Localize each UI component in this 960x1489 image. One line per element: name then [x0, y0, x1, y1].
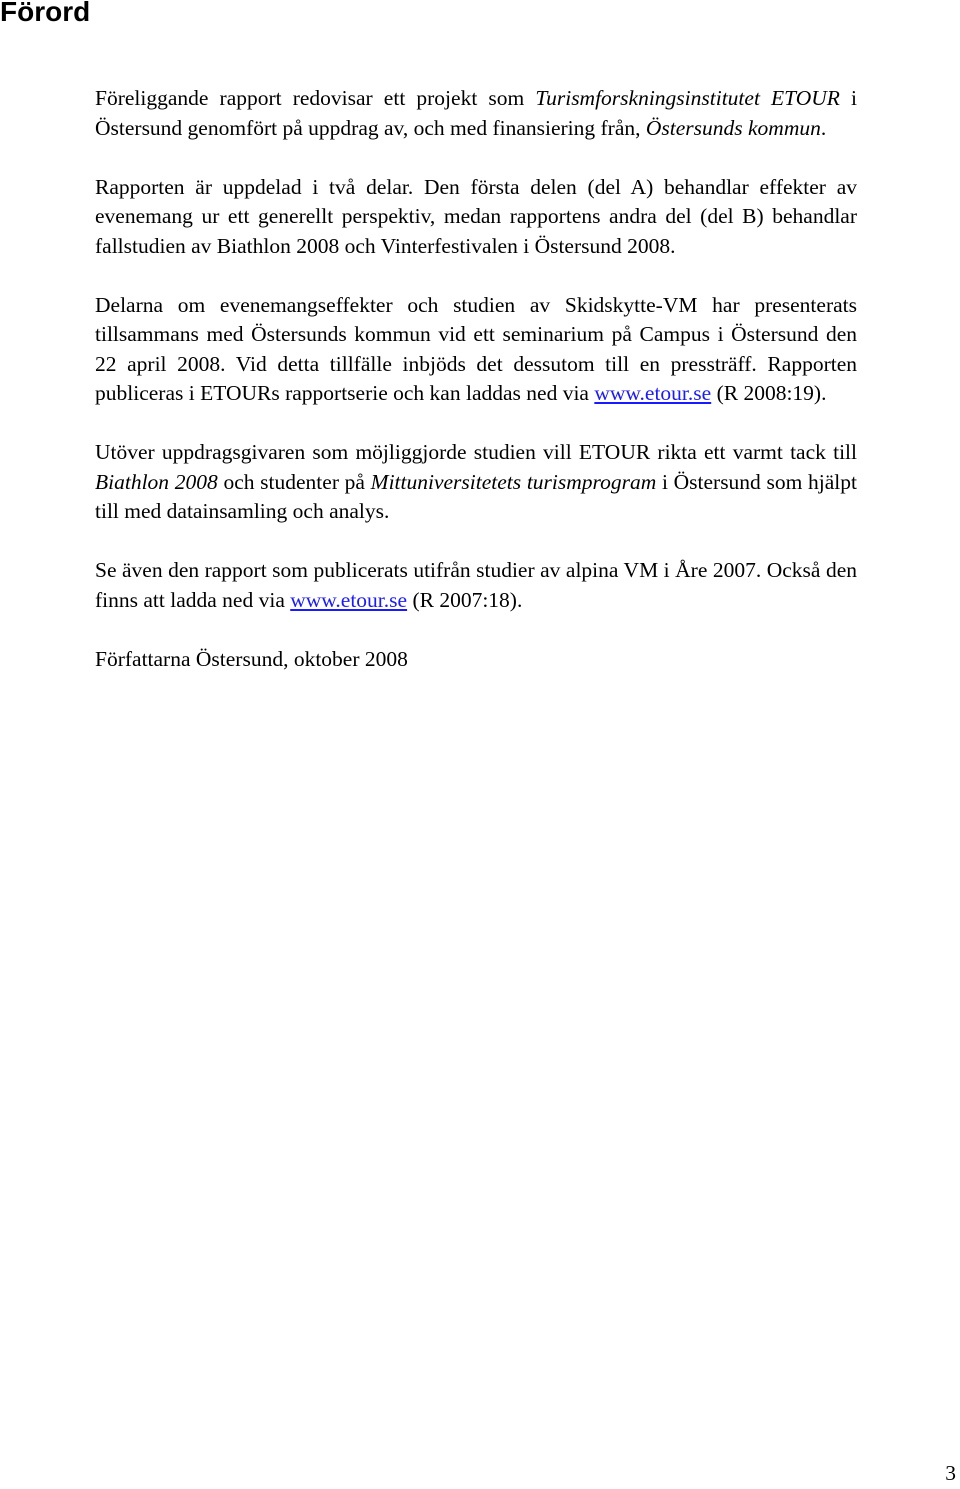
paragraph-seminar [95, 291, 857, 409]
intro-institute-name: Turismforskningsinstitutet ETOUR [535, 86, 840, 110]
thanks-program-name: Mittuniversitetets turismprogram [370, 469, 657, 494]
intro-municipality-name: Östersunds kommun [645, 115, 821, 140]
thanks-biathlon-name: Biathlon 2008 [95, 469, 218, 494]
foreword-body [95, 84, 857, 704]
intro-text-2: i Östersund genomfört på uppdrag av, och med finansiering från, [95, 86, 857, 140]
seminar-text-1: Delarna om evenemangseffekter och studien av Skidskytte-VM har presenterats tillsammans med Östersunds kommun vid ett seminarium på Campus i Östersund den 22 april 2008. Vid detta tillfälle inbjöds det dessutom till en pressträff. Rapporten publiceras i ETOURs rapportserie och kan laddas ned via [95, 292, 857, 405]
signature-line: Författarna Östersund, oktober 2008 [95, 646, 408, 671]
see-also-text-2: (R 2007:18). [407, 587, 523, 612]
intro-text-1: Föreliggande rapport redovisar ett projekt som [95, 86, 536, 110]
see-also-text-1: Se även den rapport som publicerats utifrån studier av alpina VM i Åre 2007. Också den finns att ladda ned via [95, 558, 857, 612]
thanks-text-1: Utöver uppdragsgivaren som möjliggjorde studien vill ETOUR rikta ett varmt tack till [95, 440, 857, 464]
thanks-text-3: i Östersund som hjälpt till med datainsamling och analys. [95, 469, 857, 523]
page-heading: Förord [0, 0, 91, 27]
seminar-text-2: (R 2008:19). [711, 381, 827, 405]
paragraph-intro [95, 84, 857, 143]
paragraph-structure: Rapporten är uppdelad i två delar. Den första delen (del A) behandlar effekter av evenemang ur ett generellt perspektiv, medan rapportens andra del (del B) behandlar fallstudien av Biathlon 2008 och Vinterfestivalen i Östersund 2008. [95, 174, 857, 258]
paragraph-see-also [95, 556, 857, 615]
paragraph-thanks [95, 438, 857, 527]
etour-link-2008[interactable]: www.etour.se [594, 381, 712, 405]
page-number: 3 [945, 1461, 956, 1485]
intro-text-3: . [820, 115, 827, 140]
thanks-text-2: och studenter på [217, 469, 371, 494]
etour-link-2007[interactable]: www.etour.se [290, 587, 408, 612]
